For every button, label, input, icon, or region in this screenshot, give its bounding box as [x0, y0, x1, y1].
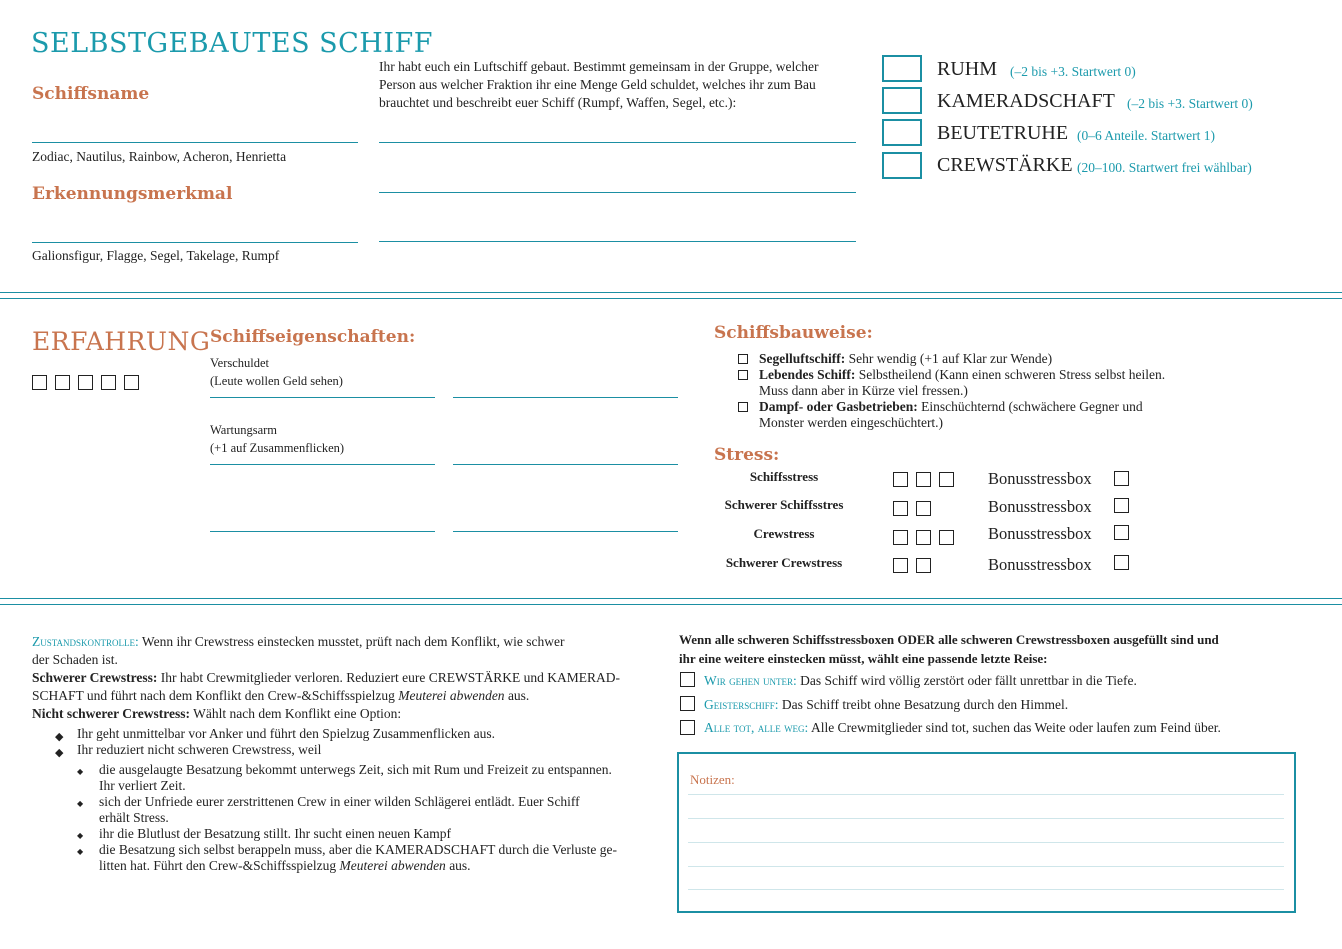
property-line[interactable]	[453, 531, 678, 532]
final-option: Geisterschiff: Das Schiff treibt ohne Besatzung durch den Himmel.	[704, 697, 1069, 712]
description-line[interactable]	[379, 241, 856, 242]
bonus-label: Bonusstressbox	[988, 469, 1092, 488]
xp-checkbox[interactable]	[124, 375, 139, 390]
stress-checkbox[interactable]	[916, 530, 931, 545]
stress-checkbox[interactable]	[893, 558, 908, 573]
attr-note: (–2 bis +3. Startwert 0)	[1127, 96, 1253, 111]
stress-checkbox[interactable]	[893, 530, 908, 545]
xp-checkbox[interactable]	[32, 375, 47, 390]
condition-suboption: ihr die Blutlust der Besatzung stillt. Ihr sucht einen neuen Kampf	[99, 826, 452, 841]
description-line[interactable]	[379, 192, 856, 193]
final-option: Alle tot, alle weg: Alle Crewmitglieder sind tot, suchen das Weite oder laufen zum Feind über.	[704, 720, 1221, 735]
final-checkbox[interactable]	[680, 672, 695, 687]
mark-examples: Galionsfigur, Flagge, Segel, Takelage, Rumpf	[32, 248, 280, 263]
property-wartungsarm: Wartungsarm (+1 auf Zusammenflicken)	[210, 423, 345, 455]
bullet-icon: ◆	[77, 847, 84, 856]
ship-name-field[interactable]	[32, 142, 358, 143]
stress-checkbox[interactable]	[893, 501, 908, 516]
final-checkbox[interactable]	[680, 720, 695, 735]
ruhm-box[interactable]	[882, 55, 922, 82]
bonus-checkbox[interactable]	[1114, 471, 1129, 486]
mark-label: Erkennungsmerkmal	[32, 184, 233, 204]
bullet-icon: ◆	[77, 799, 84, 808]
condition-suboption: die ausgelaugte Besatzung bekommt unterwegs Zeit, sich mit Rum und Freizeit zu entspannen. Ihr verliert Zeit.	[99, 762, 612, 793]
sheet-title: SELBSTGEBAUTES SCHIFF	[31, 28, 433, 59]
section-divider	[0, 598, 1342, 605]
stress-checkbox[interactable]	[939, 530, 954, 545]
property-line[interactable]	[210, 531, 435, 532]
notes-line	[688, 794, 1284, 795]
intro-text: Ihr habt euch ein Luftschiff gebaut. Bestimmt gemeinsam in der Gruppe, welcher Person aus welcher Fraktion ihr eine Menge Geld schuldet, welches ihr zum Bau brauchtet und beschreibt euer Schiff (Rumpf, Waffen, Segel, etc.):	[379, 59, 819, 110]
notes-line	[688, 889, 1284, 890]
properties-title: Schiffseigenschaften:	[210, 327, 416, 347]
bonus-label: Bonusstressbox	[988, 555, 1092, 574]
beutetruhe-box[interactable]	[882, 119, 922, 146]
stress-label: Schwerer Crewstress	[725, 555, 843, 570]
final-option: Wir gehen unter: Das Schiff wird völlig zerstört oder fällt unrettbar in die Tiefe.	[704, 673, 1137, 688]
property-line[interactable]	[210, 464, 435, 465]
final-journey-intro: Wenn alle schweren Schiffsstressboxen ODER alle schweren Crewstressboxen ausgefüllt sind und ihr eine weitere einstecken müsst, wählt eine passende letzte Reise:	[679, 632, 1219, 666]
attr-note: (–2 bis +3. Startwert 0)	[1010, 64, 1136, 79]
bullet-icon: ◆	[77, 831, 84, 840]
final-checkbox[interactable]	[680, 696, 695, 711]
construction-checkbox[interactable]	[738, 370, 748, 380]
experience-title: ERFAHRUNG	[32, 327, 211, 356]
attr-note: (20–100. Startwert frei wählbar)	[1077, 160, 1252, 175]
bullet-icon: ◆	[55, 731, 64, 743]
stress-label: Crewstress	[753, 526, 815, 541]
stress-label: Schiffsstress	[749, 469, 819, 484]
condition-suboption: die Besatzung sich selbst berappeln muss, aber die KAMERADSCHAFT durch die Verluste ge- litten hat. Führt den Crew-&Schiffsspielzug Meuterei abwenden aus.	[99, 842, 618, 873]
property-line[interactable]	[210, 397, 435, 398]
bullet-icon: ◆	[55, 747, 64, 759]
xp-checkbox[interactable]	[78, 375, 93, 390]
attr-name: BEUTETRUHE	[937, 122, 1069, 144]
attr-name: KAMERADSCHAFT	[937, 90, 1115, 112]
condition-check: Zustandskontrolle: Wenn ihr Crewstress einstecken musstet, prüft nach dem Konflikt, wie schwer der Schaden ist. Schwerer Crewstress: Ihr habt Crewmitglieder verloren. Reduziert eure CREWSTÄRKE und KAMERAD- SCHAFT und führt nach dem Konflikt den Crew-&Schiffsspielzug Meuterei abwenden aus. Nicht schwerer Crewstress: Wählt nach dem Konflikt eine Option:	[32, 634, 620, 721]
notes-line	[688, 866, 1284, 867]
stress-checkbox[interactable]	[939, 472, 954, 487]
bonus-label: Bonusstressbox	[988, 497, 1092, 516]
xp-checkbox[interactable]	[55, 375, 70, 390]
attr-name: RUHM	[937, 58, 998, 80]
bonus-checkbox[interactable]	[1114, 555, 1129, 570]
section-divider	[0, 292, 1342, 299]
bonus-checkbox[interactable]	[1114, 498, 1129, 513]
stress-checkbox[interactable]	[916, 558, 931, 573]
bonus-label: Bonusstressbox	[988, 524, 1092, 543]
notes-label: Notizen:	[690, 772, 735, 787]
mark-field[interactable]	[32, 242, 358, 243]
notes-line	[688, 842, 1284, 843]
construction-title: Schiffsbauweise:	[714, 323, 873, 343]
crewstaerke-box[interactable]	[882, 152, 922, 179]
ship-name-label: Schiffsname	[32, 84, 150, 104]
property-verschuldet: Verschuldet (Leute wollen Geld sehen)	[210, 356, 343, 388]
property-line[interactable]	[453, 464, 678, 465]
xp-checkbox[interactable]	[101, 375, 116, 390]
construction-option: Lebendes Schiff: Selbstheilend (Kann einen schweren Stress selbst heilen. Muss dann aber in Kürze viel fressen.)	[759, 367, 1166, 398]
notes-line	[688, 818, 1284, 819]
description-line[interactable]	[379, 142, 856, 143]
stress-title: Stress:	[714, 445, 780, 465]
attr-name: CREWSTÄRKE	[937, 154, 1073, 176]
construction-checkbox[interactable]	[738, 402, 748, 412]
construction-option: Dampf- oder Gasbetrieben: Einschüchternd (schwächere Gegner und Monster werden eingeschüchtert.)	[759, 399, 1143, 430]
bullet-icon: ◆	[77, 767, 84, 776]
stress-checkbox[interactable]	[916, 501, 931, 516]
kameradschaft-box[interactable]	[882, 87, 922, 114]
property-line[interactable]	[453, 397, 678, 398]
stress-checkbox[interactable]	[893, 472, 908, 487]
construction-option: Segelluftschiff: Sehr wendig (+1 auf Klar zur Wende)	[759, 351, 1053, 366]
ship-name-examples: Zodiac, Nautilus, Rainbow, Acheron, Henrietta	[32, 149, 287, 164]
condition-suboption: sich der Unfriede eurer zerstrittenen Crew in einer wilden Schlägerei entlädt. Euer Schiff erhält Stress.	[99, 794, 580, 825]
construction-checkbox[interactable]	[738, 354, 748, 364]
stress-checkbox[interactable]	[916, 472, 931, 487]
condition-option: Ihr reduziert nicht schweren Crewstress, weil	[77, 742, 322, 757]
bonus-checkbox[interactable]	[1114, 525, 1129, 540]
attr-note: (0–6 Anteile. Startwert 1)	[1077, 128, 1215, 143]
condition-option: Ihr geht unmittelbar vor Anker und führt den Spielzug Zusammenflicken aus.	[77, 726, 496, 741]
stress-label: Schwerer Schiffsstres	[724, 497, 844, 512]
